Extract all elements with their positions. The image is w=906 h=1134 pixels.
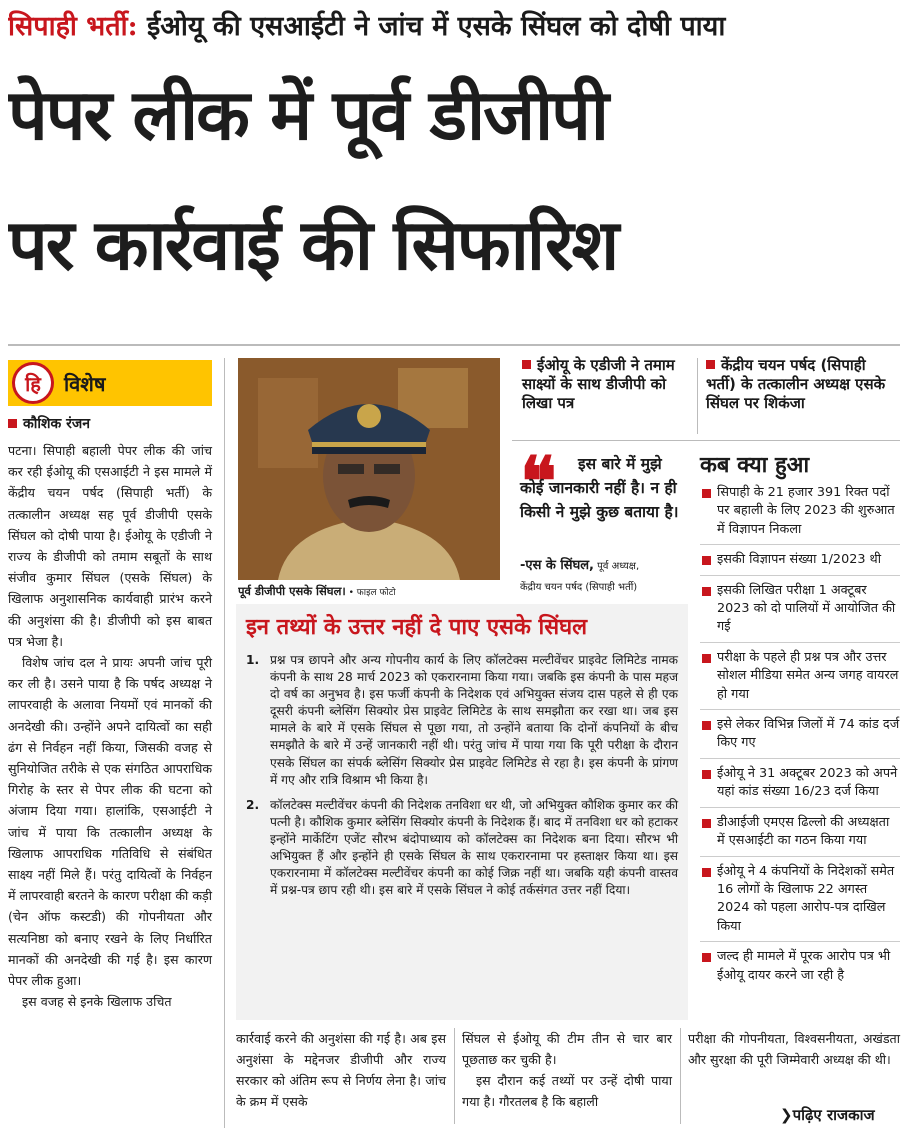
bottom-column-3: परीक्षा की गोपनीयता, विश्वसनीयता, अखंडता और सुरक्षा की पूरी जिम्मेवारी अध्यक्ष की थी।	[688, 1031, 900, 1067]
bottom-column-2	[462, 1028, 672, 1112]
hindustan-logo-icon: हि	[12, 362, 54, 404]
photo-caption	[238, 582, 500, 602]
square-bullet-icon	[702, 587, 711, 596]
timeline-item	[700, 484, 900, 545]
divider	[8, 344, 900, 346]
divider	[512, 440, 900, 441]
highlight-text: ईओयू के एडीजी ने तमाम साक्ष्यों के साथ डीजीपी को लिखा पत्र	[522, 356, 675, 412]
timeline-text: इसकी विज्ञापन संख्या 1/2023 थी	[717, 552, 882, 568]
fact-text: कॉलटेक्स मल्टीवेंचर कंपनी की निदेशक तनविशा धर थी, जो अभियुक्त कौशिक कुमार कर की पत्नी है। कौशिक कुमार ब्लेसिंग सिक्योर कंपनी के निदेशक हैं। बाद में तनविशा धर को हटाकर इन्होंने मार्केटिंग एजेंट सौरभ बंदोपाध्याय को कॉलटेक्स का निदेशक बना दिया। सौरभ भी अभियुक्त हैं और इन्होंने ही एसके सिंघल के साथ एकरारनामा पर हस्ताक्षर किया था। इस एकरारनामा में कॉलटेक्स मल्टीवेंचर कंपनी का कोई जिक्र नहीं था। जबकि यही कंपनी वास्तव में प्रश्न-पत्र छाप रही थी। इस बारे में एसके सिंघल ने कोई तर्कसंगत उत्तर नहीं दिया।	[270, 797, 678, 898]
kicker	[8, 4, 900, 50]
quote-attribution	[520, 556, 690, 598]
timeline-item	[700, 649, 900, 710]
paragraph: सिंघल से ईओयू की टीम तीन से चार बार पूछताछ कर चुकी है।	[462, 1031, 672, 1067]
square-bullet-icon	[8, 419, 17, 428]
highlight-text: केंद्रीय चयन पर्षद (सिपाही भर्ती) के तत्कालीन अध्यक्ष एसके सिंघल पर शिकंजा	[706, 356, 886, 412]
paragraph: इस दौरान कई तथ्यों पर उन्हें दोषी पाया गया है। गौरतलब है कि बहाली	[462, 1073, 672, 1109]
square-bullet-icon	[702, 819, 711, 828]
square-bullet-icon	[702, 868, 711, 877]
timeline-text: डीआईजी एमएस ढिल्लो की अध्यक्षता में एसआईटी का गठन किया गया	[717, 814, 890, 849]
fact-text: प्रश्न पत्र छापने और अन्य गोपनीय कार्य के लिए कॉलटेक्स मल्टीवेंचर प्राइवेट लिमिटेड नामक कंपनी के साथ 28 मार्च 2023 को एकरारनामा किया गया। जबकि इस कंपनी के पास महज दो वर्ष का अनुभव है। इस फर्जी कंपनी के निदेशक एवं अभियुक्त संजय दास पहले से ही एक दूसरी कंपनी ब्लेसिंग सिक्योर प्रेस प्राइवेट लिमिटेड के साथ समझौता कर रखा था। जब इस मामले के बारे में एसके सिंघल से पूछा गया, तो उन्होंने बताया कि दोनों कंपनियों के बीच समझौते के बारे में उन्हें जानकारी नहीं थी। परंतु जांच में पाया गया कि पूरी परीक्षा के दौरान एसके सिंघल का संपर्क ब्लेसिंग सिक्योर प्रेस प्राइवेट लिमिटेड से रहा है। इस कंपनी के प्रांगण में गए और रात्रि विश्राम भी किया है।	[270, 653, 678, 787]
headline-line-1: पेपर लीक में पूर्व डीजीपी	[8, 74, 608, 156]
badge-label: विशेष	[64, 371, 106, 396]
square-bullet-icon	[706, 360, 715, 369]
paragraph: विशेष जांच दल ने प्रायः अपनी जांच पूरी कर ली है। उसने पाया है कि पर्षद अध्यक्ष ने लापरवाही के अलावा नियमों एवं मानकों की अनदेखी की। उन्होंने अपने दायित्वों का सही ढंग से निर्वहन नहीं किया, जिसकी वजह से सुनियोजित तरीके से एक संगठित आपराधिक गिरोह के स्तर से पेपर लीक की घटना को अंजाम दिया गया। हालांकि, एसआईटी ने जांच में पाया कि तत्कालीन अध्यक्ष के खिलाफ आपराधिक गतिविधि से संबंधित साक्ष्य नहीं मिले हैं। परंतु दायित्वों के निर्वहन में लापरवाही बरतने के कारण परीक्षा की कड़ी (चेन ऑफ कस्टडी) की गोपनीयता और सत्यनिष्ठा को बनाए रखने के लिए निर्धारित मानकों की अनदेखी की गई है। इस कारण पेपर लीक हुआ।	[8, 655, 212, 989]
caption-credit: • फाइल फोटो	[345, 588, 396, 598]
facts-heading: इन तथ्यों के उत्तर नहीं दे पाए एसके सिंघल	[246, 615, 587, 640]
quote-text: इस बारे में मुझे कोई जानकारी नहीं है। न ही किसी ने मुझे कुछ बताया है।	[520, 455, 679, 521]
timeline-item	[700, 716, 900, 759]
timeline-text: ईओयू ने 4 कंपनियों के निदेशकों समेत 16 लोगों के खिलाफ 22 अगस्त 2024 को पहला आरोप-पत्र दाखिल किया	[717, 863, 895, 934]
facts-list	[246, 652, 678, 907]
special-badge	[8, 360, 212, 406]
read-more-text: पढ़िए राजकाज	[792, 1106, 875, 1124]
officer-portrait-icon	[238, 358, 500, 580]
left-column-body	[8, 440, 212, 1012]
timeline-list	[700, 484, 900, 996]
quote-attr-name: -एस के सिंघल,	[520, 558, 594, 573]
timeline-item	[700, 948, 900, 990]
timeline-text: ईओयू ने 31 अक्टूबर 2023 को अपने यहां कांड संख्या 16/23 दर्ज किया	[717, 765, 898, 800]
bottom-column-1: कार्रवाई करने की अनुशंसा की गई है। अब इस अनुशंसा के मद्देनजर डीजीपी और राज्य सरकार को अंतिम रूप से निर्णय लेना है। जांच के क्रम में एसके	[236, 1031, 446, 1109]
column-divider	[697, 358, 698, 434]
dgp-photo	[238, 358, 500, 580]
quote-attr-role: पूर्व अध्यक्ष,	[594, 561, 640, 572]
square-bullet-icon	[702, 489, 711, 498]
caption-name: पूर्व डीजीपी एसके सिंघल।	[238, 584, 346, 598]
timeline-heading: कब क्या हुआ	[700, 453, 810, 478]
timeline-text: परीक्षा के पहले ही प्रश्न पत्र और उत्तर सोशल मीडिया समेत अन्य जगह वायरल हो गया	[717, 649, 899, 702]
paragraph: इस वजह से इनके खिलाफ उचित	[22, 994, 172, 1010]
read-more-link[interactable]	[780, 1104, 900, 1126]
chevron-right-icon: ❯	[780, 1106, 793, 1124]
kicker-text: ईओयू की एसआईटी ने जांच में एसके सिंघल को दोषी पाया	[137, 11, 726, 42]
timeline-item	[700, 582, 900, 643]
timeline-item	[700, 551, 900, 575]
quote-mark-icon: ❝	[520, 442, 551, 522]
timeline-item	[700, 814, 900, 857]
byline-text: कौशिक रंजन	[23, 416, 91, 432]
highlight-bullet	[706, 356, 900, 413]
timeline-item	[700, 863, 900, 943]
fact-item	[246, 797, 678, 900]
square-bullet-icon	[702, 556, 711, 565]
kicker-label: सिपाही भर्ती:	[8, 11, 138, 42]
paragraph: पटना। सिपाही बहाली पेपर लीक की जांच कर रही ईओयू की एसआईटी ने इस मामले में केंद्रीय चयन पर्षद (सिपाही भर्ती) के तत्कालीन अध्यक्ष सह पूर्व डीजीपी एसके सिंघल को दोषी पाया है। ईओयू के एडीजी ने राज्य के डीजीपी को तमाम सबूतों के साथ संजीव कुमार सिंघल (एसके सिंघल) के खिलाफ अनुशासनिक कार्यवाही प्रारंभ करने की अनुशंसा की है। डीजीपी को इस बाबत पत्र भेजा है।	[8, 443, 212, 649]
byline	[8, 414, 212, 433]
square-bullet-icon	[702, 770, 711, 779]
timeline-item	[700, 765, 900, 808]
square-bullet-icon	[522, 360, 531, 369]
headline-line-2: पर कार्रवाई की सिफारिश	[8, 204, 618, 286]
square-bullet-icon	[702, 953, 711, 962]
fact-item	[246, 652, 678, 789]
timeline-text: जल्द ही मामले में पूरक आरोप पत्र भी ईओयू दायर करने जा रही है	[717, 949, 891, 983]
fact-number: 1.	[246, 653, 260, 667]
square-bullet-icon	[702, 721, 711, 730]
column-divider	[680, 1028, 681, 1124]
column-divider	[224, 358, 225, 1128]
square-bullet-icon	[702, 654, 711, 663]
highlight-bullet	[522, 356, 690, 413]
timeline-text: इसकी लिखित परीक्षा 1 अक्टूबर 2023 को दो पालियों में आयोजित की गई	[717, 582, 896, 635]
timeline-text: इसे लेकर विभिन्न जिलों में 74 कांड दर्ज किए गए	[717, 717, 900, 751]
fact-number: 2.	[246, 797, 260, 812]
quote-attr-org: केंद्रीय चयन पर्षद (सिपाही भर्ती)	[520, 582, 638, 593]
timeline-text: सिपाही के 21 हजार 391 रिक्त पदों पर बहाली के लिए 2023 की शुरुआत में विज्ञापन निकला	[717, 485, 895, 537]
column-divider	[454, 1028, 455, 1124]
